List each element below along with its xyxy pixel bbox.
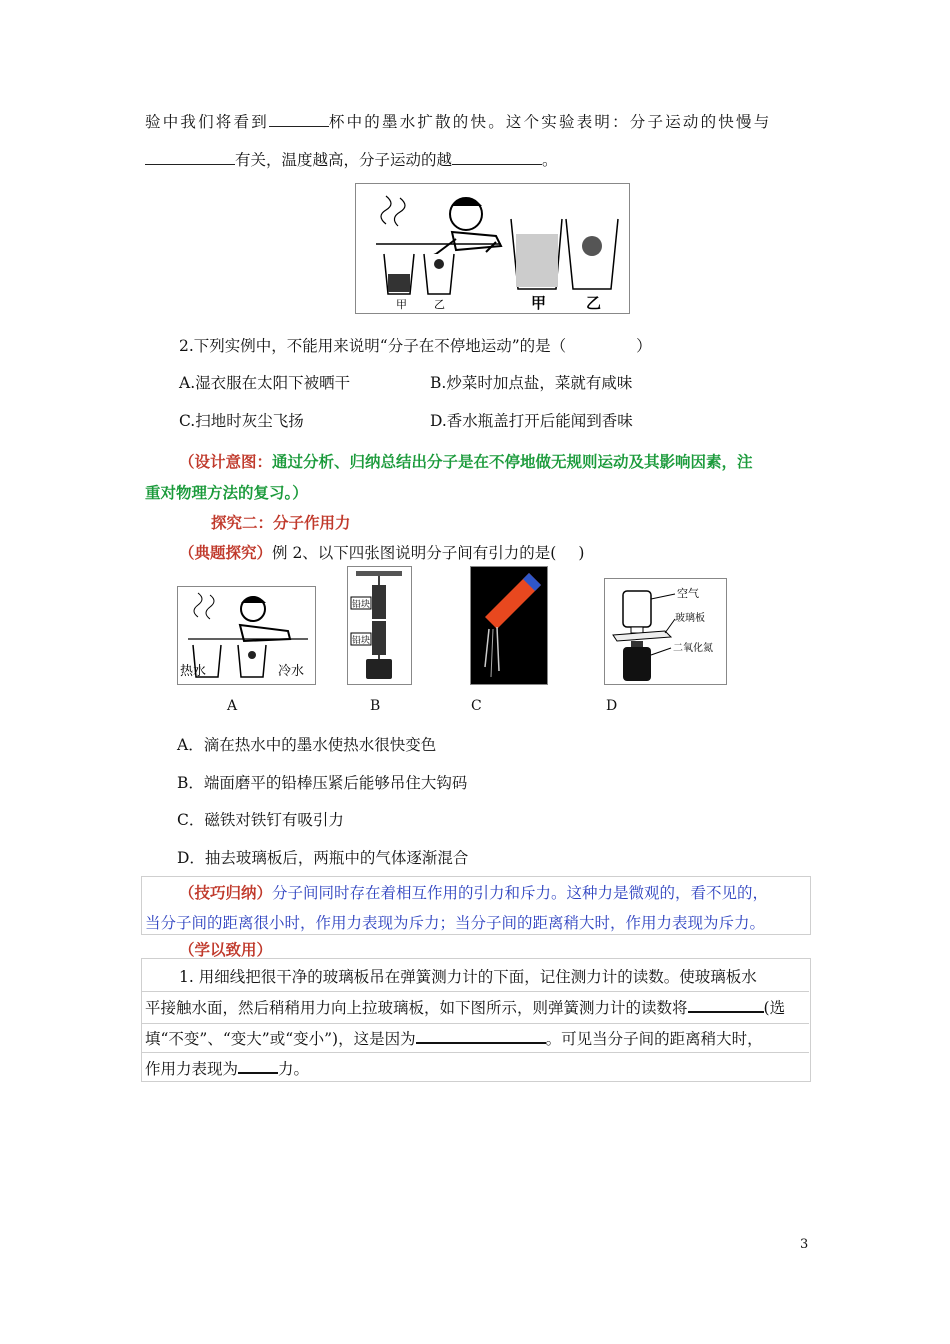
label-yi: 乙 [434, 298, 445, 311]
example2-option-b[interactable]: B．端面磨平的铅棒压紧后能够吊住大钩码 [177, 774, 468, 792]
design-intent-label: （设计意图： [179, 452, 273, 471]
q2-stem-end: ） [636, 337, 652, 355]
fig-letter-c: C [471, 698, 482, 714]
example2-text: 例 2、以下四张图说明分子间有引力的是( [272, 544, 557, 562]
q2-stem [179, 334, 652, 356]
apply-text: 力。 [278, 1060, 310, 1078]
tip-tag: （技巧归纳） [179, 883, 273, 902]
apply-line-3 [145, 1027, 763, 1049]
apply-line-1: 1. 用细线把很干净的玻璃板吊在弹簧测力计的下面，记住测力计的读数。使玻璃板水 [179, 968, 757, 986]
intro-text: 。 [542, 151, 558, 169]
figure-ink-diffusion [355, 183, 630, 314]
figure-a-illustration [178, 587, 315, 684]
example2-option-a[interactable]: A．滴在热水中的墨水使热水很快变色 [177, 736, 437, 754]
apply-divider [141, 991, 809, 992]
label-nitrogen-dioxide: 二氧化氮 [673, 643, 713, 654]
label-yi-2: 乙 [586, 294, 602, 312]
apply-text: 。可见当分子间的距离稍大时， [545, 1030, 763, 1048]
design-intent-line-2 [145, 481, 308, 503]
example2-end: ) [578, 544, 585, 562]
page-number: 3 [800, 1237, 809, 1252]
answer-blank[interactable] [416, 1028, 546, 1044]
answer-blank[interactable] [238, 1058, 278, 1074]
q2-option-c[interactable]: C.扫地时灰尘飞扬 [179, 412, 304, 430]
figure-c-illustration [471, 567, 547, 684]
label-jia-2: 甲 [531, 294, 547, 312]
q2-option-b[interactable]: B.炒菜时加点盐，菜就有咸味 [430, 374, 633, 392]
tip-text: 分子间同时存在着相互作用的引力和斥力。这种力是微观的，看不见的， [272, 884, 769, 902]
figure-d-gas-bottles [604, 578, 727, 685]
apply-text: 填“不变”、“变大”或“变小”)，这是因为 [145, 1030, 416, 1048]
figure-c-magnet [470, 566, 548, 685]
example2-option-d[interactable]: D．抽去玻璃板后，两瓶中的气体逐渐混合 [177, 849, 469, 867]
apply-text: (选 [763, 999, 786, 1017]
label-lead-top: 铅块 [352, 600, 371, 610]
design-intent-text: 重对物理方法的复习。） [145, 483, 308, 502]
answer-blank[interactable] [145, 150, 235, 165]
apply-tag: （学以致用） [179, 940, 273, 959]
intro-line-1 [145, 110, 771, 132]
label-lead-bottom: 铅块 [352, 636, 371, 646]
q2-option-a[interactable]: A.湿衣服在太阳下被晒干 [179, 374, 351, 392]
label-cold-water: 冷水 [278, 664, 305, 679]
fig-letter-d: D [606, 698, 618, 714]
intro-text: 杯中的墨水扩散的快。这个实验表明：分子运动的快慢与 [328, 113, 772, 131]
example2-option-c[interactable]: C．磁铁对铁钉有吸引力 [177, 811, 344, 829]
q2-option-d[interactable]: D.香水瓶盖打开后能闻到香味 [430, 412, 633, 430]
q2-stem-text: 2.下列实例中，不能用来说明“分子在不停地运动”的是（ [179, 337, 567, 355]
figure-d-illustration [605, 579, 726, 684]
label-hot-water: 热水 [180, 664, 207, 679]
tip-line-2 [145, 911, 765, 933]
section-title: 探究二：分子作用力 [211, 513, 351, 532]
example2-tag: （典题探究） [179, 543, 273, 562]
answer-blank[interactable] [452, 150, 542, 165]
apply-divider [141, 1052, 809, 1053]
apply-text: 平接触水面，然后稍稍用力向上拉玻璃板，如下图所示，则弹簧测力计的读数将 [145, 999, 688, 1017]
fig-letter-b: B [370, 698, 381, 714]
figure-a-ink [177, 586, 316, 685]
intro-text: 有关，温度越高，分子运动的越 [235, 151, 453, 169]
label-jia: 甲 [396, 298, 407, 311]
label-air: 空气 [677, 587, 699, 600]
intro-line-2 [145, 148, 558, 170]
apply-line-2 [145, 996, 785, 1018]
apply-line-4 [145, 1057, 309, 1079]
fig-letter-a: A [227, 698, 238, 714]
design-intent-line-1 [179, 450, 753, 472]
answer-blank[interactable] [269, 112, 329, 127]
ink-diffusion-illustration [356, 184, 629, 313]
apply-divider [141, 1023, 809, 1024]
apply-text: 作用力表现为 [145, 1060, 239, 1078]
tip-line-1 [179, 881, 768, 903]
figure-b-lead [347, 566, 412, 685]
label-glass-plate: 玻璃板 [675, 613, 705, 624]
answer-blank[interactable] [688, 997, 764, 1013]
intro-text: 验中我们将看到 [145, 113, 269, 131]
example2-stem [179, 541, 584, 563]
design-intent-text: 通过分析、归纳总结出分子是在不停地做无规则运动及其影响因素，注 [272, 452, 753, 471]
figure-b-illustration [348, 567, 411, 684]
tip-text: 当分子间的距离很小时，作用力表现为斥力；当分子间的距离稍大时，作用力表现为斥力。 [145, 914, 766, 932]
